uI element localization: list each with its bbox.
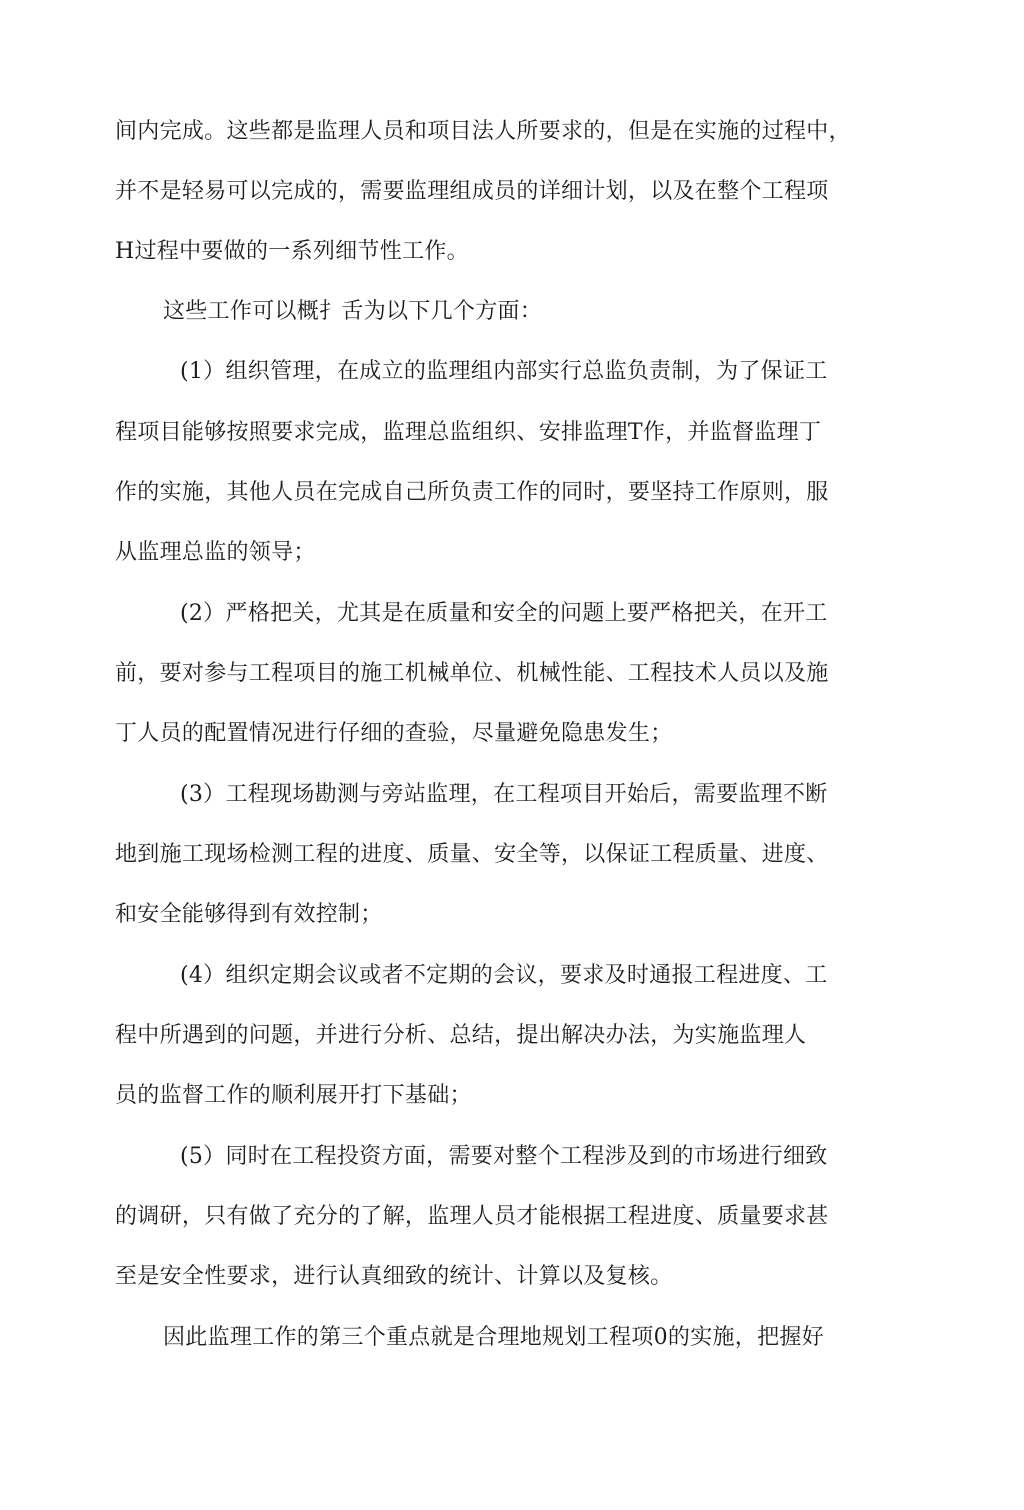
text-line: (2）严格把关，尤其是在质量和安全的问题上要严格把关，在开工 — [180, 601, 828, 626]
text-line: 因此监理工作的第三个重点就是合理地规划工程项0的实施，把握好 — [163, 1325, 824, 1350]
text-line: 和安全能够得到有效控制； — [115, 902, 383, 927]
text-line: 地到施工现场检测工程的进度、质量、安全等，以保证工程质量、进度、 — [115, 842, 829, 867]
text-line: (4）组织定期会议或者不定期的会议，要求及时通报工程进度、工 — [180, 963, 828, 988]
text-line: 程中所遇到的问题，并进行分析、总结，提出解决办法，为实施监理人 — [115, 1023, 807, 1048]
text-line: 并不是轻易可以完成的，需要监理组成员的详细计划，以及在整个工程项 — [115, 179, 829, 204]
text-line: (3）工程现场勘测与旁站监理，在工程项目开始后，需要监理不断 — [180, 782, 828, 807]
text-line: 丁人员的配置情况进行仔细的查验，尽量避免隐患发生； — [115, 721, 673, 746]
text-line: (1）组织管理，在成立的监理组内部实行总监负责制，为了保证工 — [180, 359, 828, 384]
text-line: (5）同时在工程投资方面，需要对整个工程涉及到的市场进行细致 — [180, 1144, 828, 1169]
text-line: 至是安全性要求，进行认真细致的统计、计算以及复核。 — [115, 1264, 673, 1289]
text-line: 这些工作可以概扌舌为以下几个方面： — [163, 299, 543, 324]
text-line: 前，要对参与工程项目的施工机械单位、机械性能、工程技术人员以及施 — [115, 661, 829, 686]
text-line: 的调研，只有做了充分的了解，监理人员才能根据工程进度、质量要求甚 — [115, 1204, 829, 1229]
text-line: 从监理总监的领导； — [115, 540, 316, 565]
text-line: H过程中要做的一系列细节性工作。 — [115, 239, 469, 264]
text-line: 作的实施，其他人员在完成自己所负责工作的同时，要坚持工作原则，服 — [115, 480, 829, 505]
text-line: 间内完成。这些都是监理人员和项目法人所要求的，但是在实施的过程中， — [115, 119, 851, 144]
text-line: 员的监督工作的顺利展开打下基础； — [115, 1083, 472, 1108]
text-line: 程项目能够按照要求完成，监理总监组织、安排监理T作，并监督监理丁 — [115, 420, 822, 445]
